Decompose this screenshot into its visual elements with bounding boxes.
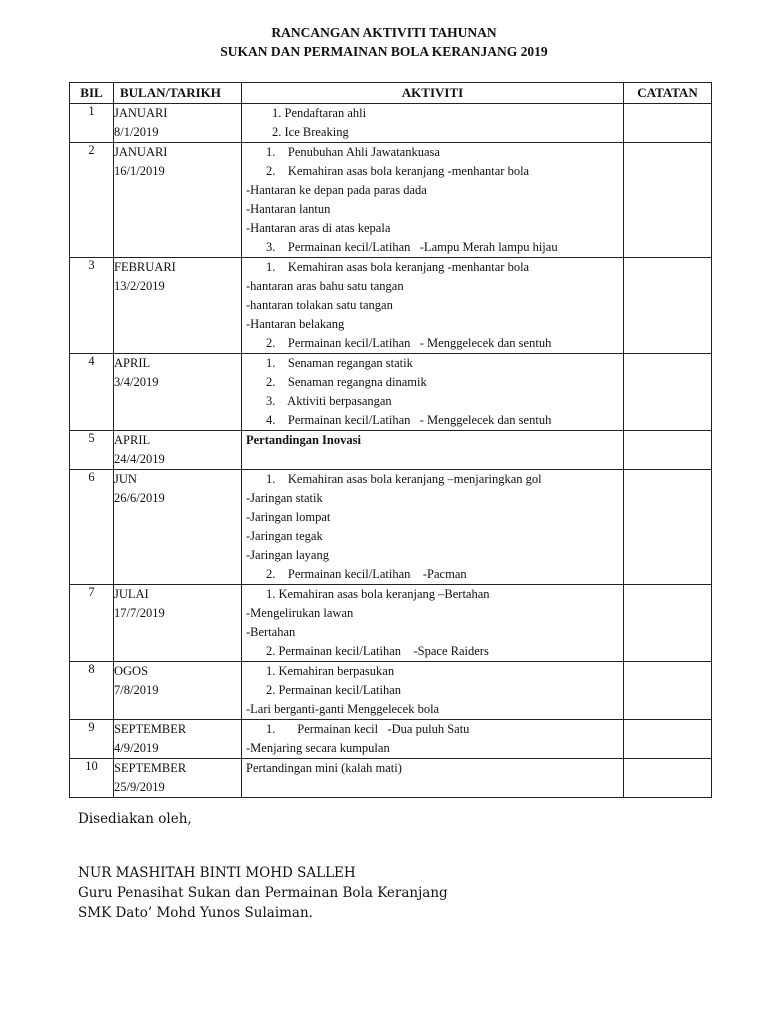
activity-line: 3. Aktiviti berpasangan <box>266 394 392 408</box>
activity-line: 2. Permainan kecil/Latihan -Pacman <box>266 567 467 581</box>
activity-line: 1. Permainan kecil -Dua puluh Satu <box>266 722 470 736</box>
activity-line: 4. Permainan kecil/Latihan - Menggelecek dan sentuh <box>266 413 552 427</box>
row-activity-cell <box>242 431 624 470</box>
row-activity-cell <box>242 759 624 798</box>
row-activity-cell <box>242 104 624 143</box>
activity-line: 1. Senaman regangan statik <box>266 356 413 370</box>
row-number: 5 <box>70 431 114 470</box>
row-activity-cell <box>242 470 624 585</box>
header-bil: BIL <box>70 83 114 104</box>
activity-line: 1. Kemahiran asas bola keranjang -menhantar bola <box>266 260 530 274</box>
table-row <box>70 585 712 662</box>
activity-line: -Jaringan lompat <box>246 510 331 524</box>
activity-line: Pertandingan mini (kalah mati) <box>246 761 402 775</box>
row-date-cell <box>114 720 242 759</box>
row-month: SEPTEMBER <box>114 722 187 736</box>
row-month: JANUARI <box>114 106 168 120</box>
row-number: 10 <box>70 759 114 798</box>
row-notes-cell <box>624 143 712 258</box>
row-notes-cell <box>624 585 712 662</box>
activity-line: -hantaran tolakan satu tangan <box>246 298 393 312</box>
table-row <box>70 354 712 431</box>
activity-line: 2. Permainan kecil/Latihan -Space Raiders <box>266 644 489 658</box>
row-notes-cell <box>624 354 712 431</box>
row-date-cell <box>114 258 242 354</box>
prepared-by-label: Disediakan oleh, <box>78 811 192 827</box>
row-notes-cell <box>624 431 712 470</box>
row-notes-cell <box>624 662 712 720</box>
row-activity-cell <box>242 585 624 662</box>
row-date-cell <box>114 470 242 585</box>
row-number: 6 <box>70 470 114 585</box>
row-notes-cell <box>624 759 712 798</box>
row-date: 26/6/2019 <box>114 491 165 505</box>
row-date: 3/4/2019 <box>114 375 159 389</box>
row-date-cell <box>114 585 242 662</box>
row-notes-cell <box>624 258 712 354</box>
row-date-cell <box>114 104 242 143</box>
row-number: 8 <box>70 662 114 720</box>
row-month: JANUARI <box>114 145 168 159</box>
activity-line: 1. Kemahiran asas bola keranjang –menjaringkan gol <box>266 472 542 486</box>
row-month: OGOS <box>114 664 149 678</box>
activity-line: -Jaringan tegak <box>246 529 323 543</box>
table-header-row <box>70 83 712 104</box>
activity-line: Pertandingan Inovasi <box>246 433 361 447</box>
activity-line: 1. Penubuhan Ahli Jawatankuasa <box>266 145 440 159</box>
row-month: JUN <box>114 472 137 486</box>
row-number: 4 <box>70 354 114 431</box>
row-date-cell <box>114 143 242 258</box>
activity-line <box>242 778 623 797</box>
activity-line: 2. Ice Breaking <box>272 125 349 139</box>
row-date: 8/1/2019 <box>114 125 159 139</box>
row-date: 24/4/2019 <box>114 452 165 466</box>
header-notes: CATATAN <box>624 83 712 104</box>
table-row <box>70 720 712 759</box>
activity-line: -Hantaran belakang <box>246 317 345 331</box>
row-date-cell <box>114 662 242 720</box>
signatory-role: Guru Penasihat Sukan dan Permainan Bola Keranjang <box>78 885 448 901</box>
activity-line: -Hantaran ke depan pada paras dada <box>246 183 427 197</box>
row-number: 7 <box>70 585 114 662</box>
table-row <box>70 662 712 720</box>
row-activity-cell <box>242 143 624 258</box>
row-number: 2 <box>70 143 114 258</box>
row-date: 17/7/2019 <box>114 606 165 620</box>
row-month: FEBRUARI <box>114 260 176 274</box>
school-name: SMK Dato’ Mohd Yunos Sulaiman. <box>78 905 313 921</box>
table-row <box>70 431 712 470</box>
activity-line: 2. Permainan kecil/Latihan <box>266 683 402 697</box>
activity-line: 1. Kemahiran asas bola keranjang –Bertahan <box>266 587 490 601</box>
activity-line: -Jaringan layang <box>246 548 329 562</box>
row-date-cell <box>114 354 242 431</box>
table-row <box>70 470 712 585</box>
activity-line: 2. Permainan kecil/Latihan - Menggelecek dan sentuh <box>266 336 552 350</box>
header-activity: AKTIVITI <box>242 83 624 104</box>
row-month: APRIL <box>114 433 151 447</box>
activity-line: -Menjaring secara kumpulan <box>246 741 390 755</box>
activity-line: 1. Pendaftaran ahli <box>272 106 367 120</box>
row-date: 7/8/2019 <box>114 683 159 697</box>
table-row <box>70 143 712 258</box>
activity-line: 3. Permainan kecil/Latihan -Lampu Merah lampu hijau <box>266 240 558 254</box>
activity-line: -Mengelirukan lawan <box>246 606 354 620</box>
row-number: 1 <box>70 104 114 143</box>
activity-line: -Lari berganti-ganti Menggelecek bola <box>246 702 440 716</box>
activity-line: -hantaran aras bahu satu tangan <box>246 279 404 293</box>
row-month: SEPTEMBER <box>114 761 187 775</box>
header-date: BULAN/TARIKH <box>114 83 242 104</box>
row-activity-cell <box>242 662 624 720</box>
row-notes-cell <box>624 104 712 143</box>
row-activity-cell <box>242 354 624 431</box>
row-notes-cell <box>624 470 712 585</box>
activity-table <box>69 82 712 798</box>
activity-line: -Jaringan statik <box>246 491 323 505</box>
activity-line: -Bertahan <box>246 625 296 639</box>
activity-line: 2. Senaman regangna dinamik <box>266 375 427 389</box>
table-row <box>70 258 712 354</box>
row-month: APRIL <box>114 356 151 370</box>
row-notes-cell <box>624 720 712 759</box>
table-body <box>70 104 712 798</box>
table-row <box>70 104 712 143</box>
row-activity-cell <box>242 258 624 354</box>
table-row <box>70 759 712 798</box>
activity-line: 2. Kemahiran asas bola keranjang -menhantar bola <box>266 164 530 178</box>
row-activity-cell <box>242 720 624 759</box>
signatory-name: NUR MASHITAH BINTI MOHD SALLEH <box>78 865 356 881</box>
row-month: JULAI <box>114 587 149 601</box>
row-number: 9 <box>70 720 114 759</box>
row-date: 4/9/2019 <box>114 741 159 755</box>
row-date: 16/1/2019 <box>114 164 165 178</box>
activity-line: -Hantaran aras di atas kepala <box>246 221 391 235</box>
document-subtitle: SUKAN DAN PERMAINAN BOLA KERANJANG 2019 <box>220 44 548 59</box>
row-number: 3 <box>70 258 114 354</box>
row-date-cell <box>114 431 242 470</box>
row-date: 25/9/2019 <box>114 780 165 794</box>
row-date-cell <box>114 759 242 798</box>
activity-line <box>242 450 623 469</box>
document-title: RANCANGAN AKTIVITI TAHUNAN <box>271 25 497 40</box>
activity-line: 1. Kemahiran berpasukan <box>266 664 395 678</box>
row-date: 13/2/2019 <box>114 279 165 293</box>
activity-line: -Hantaran lantun <box>246 202 331 216</box>
